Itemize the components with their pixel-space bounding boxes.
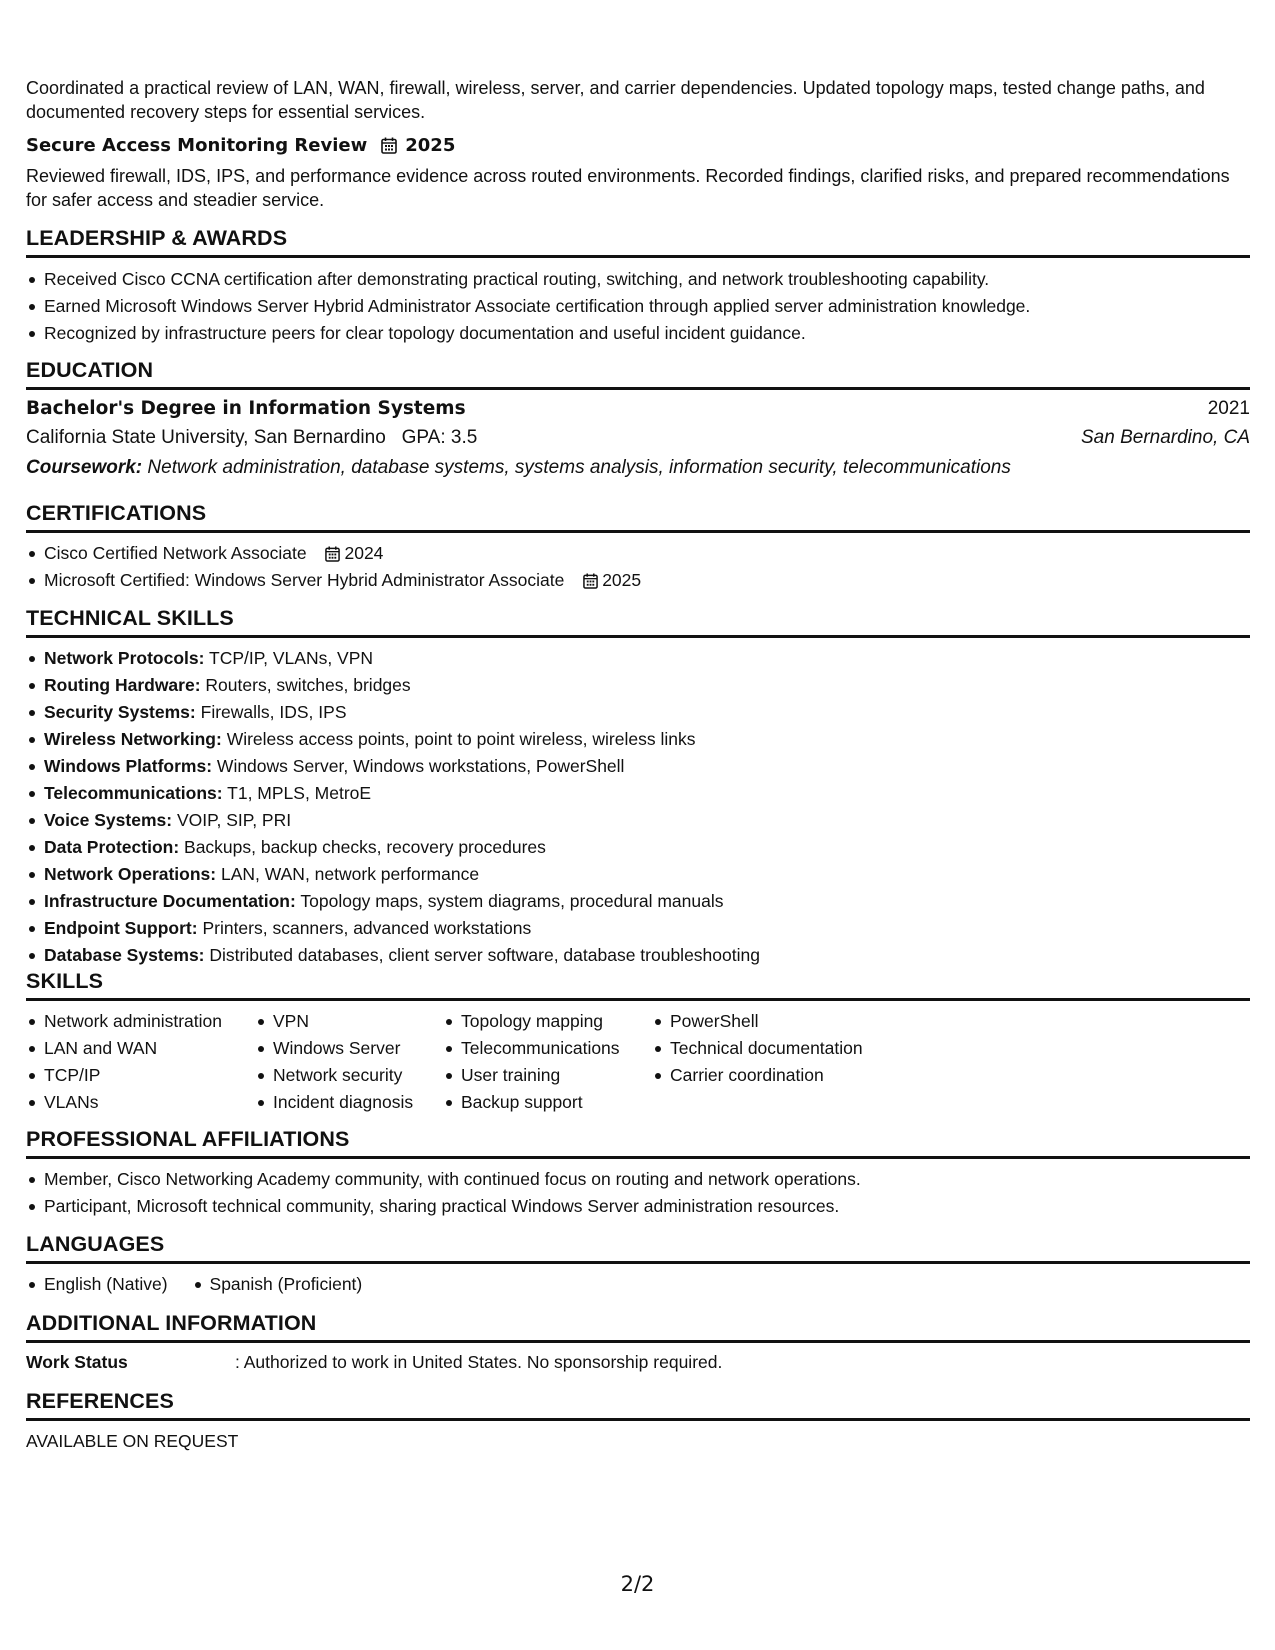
references-text: AVAILABLE ON REQUEST <box>26 1431 239 1451</box>
skill-category-label: Voice Systems: <box>44 810 173 830</box>
technical-skills-list <box>26 645 1250 969</box>
leadership-list <box>26 266 1250 347</box>
list-item <box>26 861 1250 888</box>
gpa: GPA: 3.5 <box>401 427 478 448</box>
list-item: TCP/IP <box>26 1062 255 1089</box>
skill-category-label: Wireless Networking: <box>44 729 222 749</box>
list-item: Participant, Microsoft technical community, sharing practical Windows Server administration resources. <box>26 1193 1250 1220</box>
list-item <box>26 699 1250 726</box>
skill-category-value: Printers, scanners, advanced workstations <box>202 918 532 938</box>
skill-category-value: T1, MPLS, MetroE <box>227 783 372 803</box>
skills-heading: SKILLS <box>26 969 1250 1001</box>
skill-category-label: Routing Hardware: <box>44 675 201 695</box>
skill-category-value: Backups, backup checks, recovery procedures <box>184 837 546 857</box>
skill-category-value: VOIP, SIP, PRI <box>176 810 292 830</box>
skill-category-label: Data Protection: <box>44 837 180 857</box>
coursework-text: Network administration, database systems, systems analysis, information security, telecommunications <box>147 457 1011 478</box>
skill-category-value: Distributed databases, client server software, database troubleshooting <box>209 945 760 965</box>
list-item: Incident diagnosis <box>255 1089 443 1116</box>
project-description: Reviewed firewall, IDS, IPS, and performance evidence across routed environments. Recorded findings, clarified risks, and prepared recommendations for safer access and steadier service. <box>26 166 1230 210</box>
calendar-icon <box>583 573 598 589</box>
skill-category-value: LAN, WAN, network performance <box>221 864 480 884</box>
cert-year: 2024 <box>344 543 384 563</box>
languages-list <box>26 1271 1250 1298</box>
project-title-row <box>26 135 455 156</box>
skill-category-label: Network Protocols: <box>44 648 205 668</box>
list-item <box>26 915 1250 942</box>
skill-category-value: Wireless access points, point to point wireless, wireless links <box>226 729 696 749</box>
list-item: Spanish (Proficient) <box>192 1271 363 1298</box>
school-name: California State University, San Bernardino <box>26 427 386 448</box>
list-item: Earned Microsoft Windows Server Hybrid Administrator Associate certification through applied server administration knowledge. <box>26 293 1250 320</box>
coursework-line <box>26 457 1250 479</box>
skills-columns <box>26 1008 1250 1116</box>
skill-category-label: Telecommunications: <box>44 783 223 803</box>
list-item: PowerShell <box>652 1008 892 1035</box>
certifications-list <box>26 540 1250 594</box>
list-item <box>26 888 1250 915</box>
list-item <box>26 672 1250 699</box>
project-intro-text: Coordinated a practical review of LAN, WAN, firewall, wireless, server, and carrier dependencies. Updated topology maps, tested change paths, and documented recovery steps for essential services. <box>26 78 1205 122</box>
list-item <box>26 645 1250 672</box>
education-school-row <box>26 427 1250 449</box>
list-item <box>26 567 1250 594</box>
list-item: VLANs <box>26 1089 255 1116</box>
skill-category-label: Network Operations: <box>44 864 217 884</box>
school-location: San Bernardino, CA <box>1081 427 1250 448</box>
list-item: LAN and WAN <box>26 1035 255 1062</box>
list-item <box>26 807 1250 834</box>
skill-category-value: Windows Server, Windows workstations, PowerShell <box>216 756 625 776</box>
list-item <box>26 540 1250 567</box>
list-item: Network security <box>255 1062 443 1089</box>
skill-category-value: TCP/IP, VLANs, VPN <box>209 648 374 668</box>
list-item: Topology mapping <box>443 1008 652 1035</box>
calendar-icon <box>325 546 340 562</box>
skill-category-value: Routers, switches, bridges <box>205 675 411 695</box>
additional-info-heading: ADDITIONAL INFORMATION <box>26 1311 1250 1343</box>
work-status-value: : Authorized to work in United States. No sponsorship required. <box>235 1352 723 1372</box>
languages-heading: LANGUAGES <box>26 1232 1250 1264</box>
coursework-label: Coursework: <box>26 457 143 478</box>
list-item: Received Cisco CCNA certification after demonstrating practical routing, switching, and network troubleshooting capability. <box>26 266 1250 293</box>
skill-category-label: Windows Platforms: <box>44 756 213 776</box>
school-line <box>26 427 477 449</box>
page-number: 2/2 <box>620 1572 655 1596</box>
list-item: VPN <box>255 1008 443 1035</box>
list-item: Recognized by infrastructure peers for clear topology documentation and useful incident guidance. <box>26 320 1250 347</box>
list-item: Network administration <box>26 1008 255 1035</box>
list-item: Carrier coordination <box>652 1062 892 1089</box>
list-item: Member, Cisco Networking Academy community, with continued focus on routing and network operations. <box>26 1166 1250 1193</box>
cert-name: Microsoft Certified: Windows Server Hybrid Administrator Associate <box>44 570 565 590</box>
list-item: User training <box>443 1062 652 1089</box>
degree-title: Bachelor's Degree in Information Systems <box>26 398 466 419</box>
skill-category-value: Firewalls, IDS, IPS <box>200 702 347 722</box>
certifications-heading: CERTIFICATIONS <box>26 501 1250 533</box>
technical-skills-heading: TECHNICAL SKILLS <box>26 606 1250 638</box>
list-item <box>26 834 1250 861</box>
skills-column <box>443 1008 652 1116</box>
education-heading: EDUCATION <box>26 358 1250 390</box>
education-degree-row <box>26 398 1250 420</box>
references-heading: REFERENCES <box>26 1389 1250 1421</box>
calendar-icon <box>381 137 397 154</box>
list-item <box>26 753 1250 780</box>
work-status-label: Work Status <box>26 1352 128 1372</box>
affiliations-heading: PROFESSIONAL AFFILIATIONS <box>26 1127 1250 1159</box>
skills-column <box>26 1008 255 1116</box>
project-title: Secure Access Monitoring Review <box>26 135 368 156</box>
affiliations-list <box>26 1166 1250 1220</box>
list-item: Telecommunications <box>443 1035 652 1062</box>
list-item <box>26 726 1250 753</box>
list-item: English (Native) <box>26 1271 168 1298</box>
skills-column <box>255 1008 443 1116</box>
work-status-row <box>26 1350 1250 1374</box>
list-item <box>26 942 1250 969</box>
list-item: Technical documentation <box>652 1035 892 1062</box>
list-item: Backup support <box>443 1089 652 1116</box>
skill-category-label: Security Systems: <box>44 702 196 722</box>
cert-year: 2025 <box>602 570 642 590</box>
skills-column <box>652 1008 892 1116</box>
leadership-heading: LEADERSHIP & AWARDS <box>26 226 1250 258</box>
skill-category-label: Endpoint Support: <box>44 918 198 938</box>
cert-name: Cisco Certified Network Associate <box>44 543 307 563</box>
skill-category-label: Infrastructure Documentation: <box>44 891 296 911</box>
list-item: Windows Server <box>255 1035 443 1062</box>
degree-year: 2021 <box>1207 398 1250 419</box>
skill-category-label: Database Systems: <box>44 945 205 965</box>
list-item <box>26 780 1250 807</box>
skill-category-value: Topology maps, system diagrams, procedural manuals <box>300 891 724 911</box>
project-year: 2025 <box>405 135 456 156</box>
